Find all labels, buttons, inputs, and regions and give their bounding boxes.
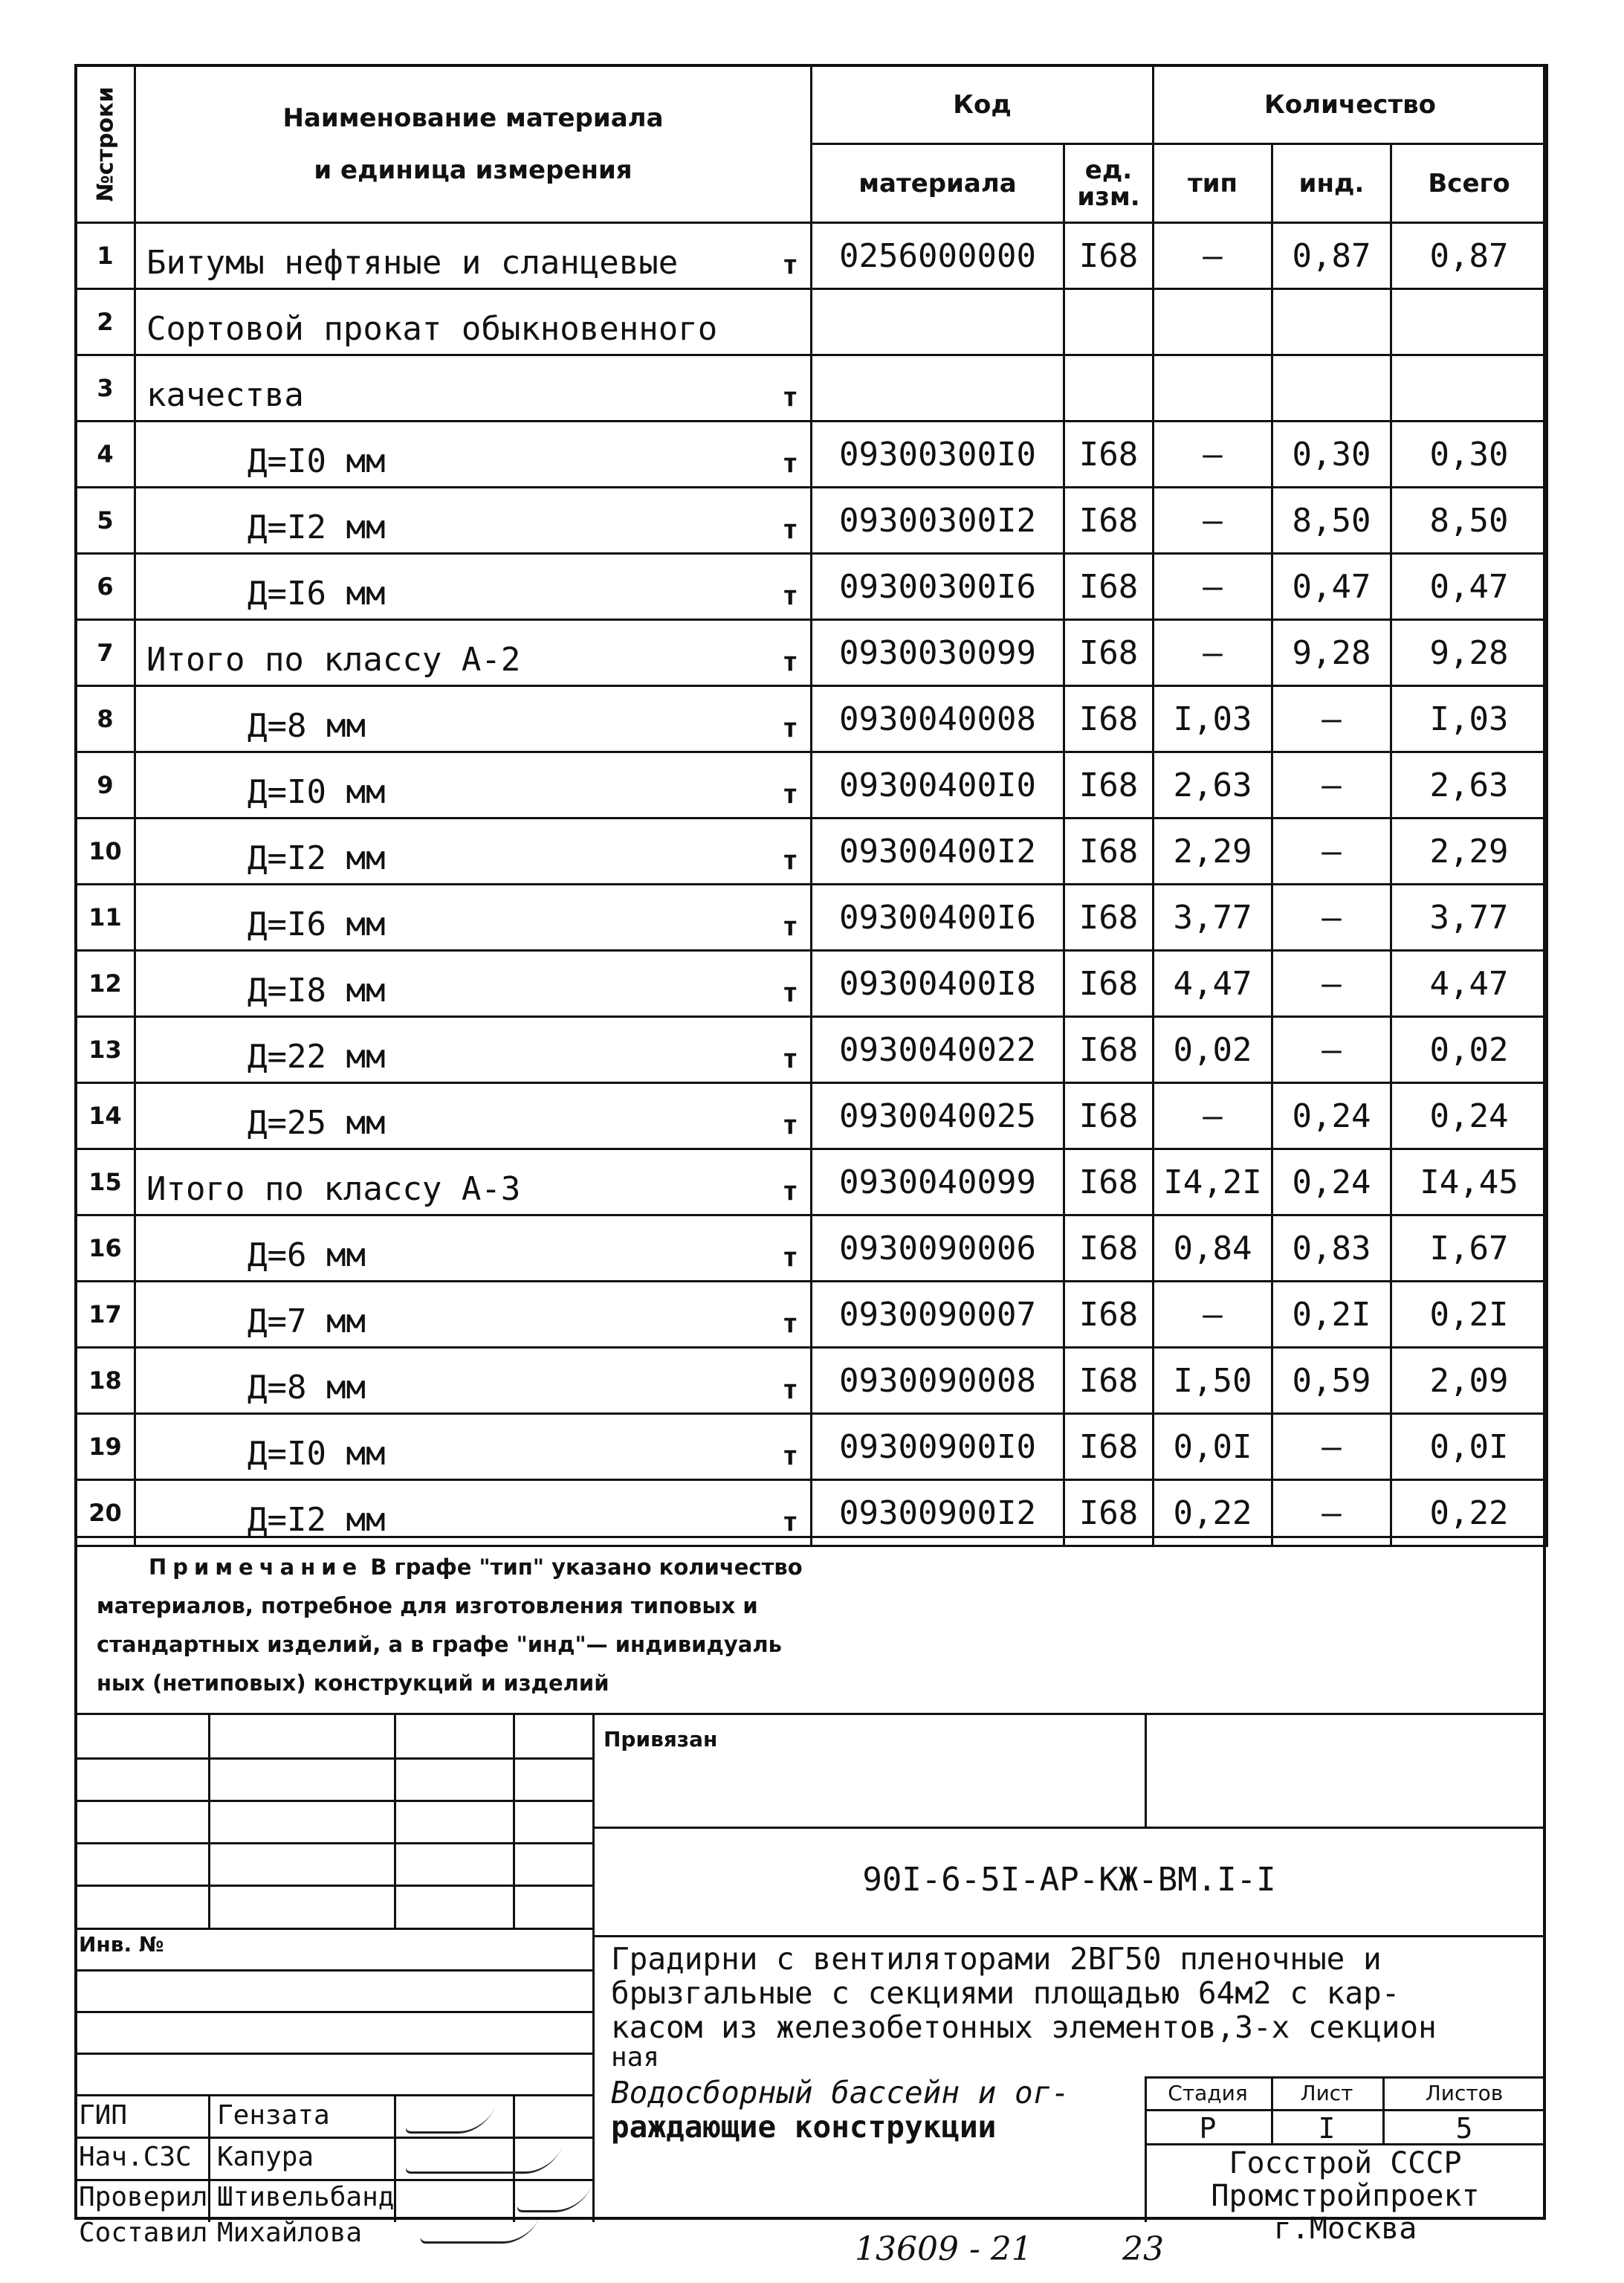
table-row bbox=[76, 818, 1547, 885]
material-name: Д=I0 мм bbox=[248, 773, 386, 811]
material-name: Итого по классу А-2 bbox=[146, 641, 521, 679]
total-quantity: 2,63 bbox=[1391, 752, 1547, 818]
total-quantity: 0,24 bbox=[1391, 1083, 1547, 1149]
project-title-line-3: касом из железобетонных элементов,3-х секцион bbox=[611, 2009, 1437, 2045]
unit-of-measure: т bbox=[782, 250, 798, 280]
individual-quantity bbox=[1272, 289, 1391, 355]
unit-of-measure: т bbox=[782, 514, 798, 545]
material-name: качества bbox=[146, 376, 304, 414]
material-name: Д=I0 мм bbox=[248, 1435, 386, 1473]
typical-quantity: – bbox=[1154, 1282, 1272, 1348]
sheets-label: Листов bbox=[1425, 2081, 1504, 2105]
unit-of-measure: т bbox=[782, 1176, 798, 1207]
typical-quantity: 2,63 bbox=[1154, 752, 1272, 818]
total-quantity: 3,77 bbox=[1391, 885, 1547, 951]
sheets-value: 5 bbox=[1455, 2112, 1473, 2145]
material-code: 09300400I2 bbox=[812, 818, 1064, 885]
material-code: 0930090008 bbox=[812, 1348, 1064, 1414]
organization-line-1: Госстрой СССР bbox=[1229, 2146, 1462, 2180]
row-number: 14 bbox=[76, 1083, 135, 1149]
unit-of-measure: т bbox=[782, 382, 798, 413]
material-name-cell bbox=[135, 1215, 812, 1282]
stage-label: Стадия bbox=[1168, 2081, 1248, 2105]
material-name-cell bbox=[135, 355, 812, 422]
row-number: 12 bbox=[76, 951, 135, 1017]
individual-quantity: 8,50 bbox=[1272, 488, 1391, 554]
material-name: Д=I2 мм bbox=[248, 508, 386, 546]
unit-of-measure: т bbox=[782, 1441, 798, 1471]
staff-name: Гензата bbox=[217, 2100, 330, 2131]
row-number: 2 bbox=[76, 289, 135, 355]
material-name-cell bbox=[135, 223, 812, 289]
material-name: Д=6 мм bbox=[248, 1236, 366, 1274]
project-title-line-2: брызгальные с секциями площадью 64м2 с кар- bbox=[611, 1975, 1400, 2011]
total-quantity: 0,30 bbox=[1391, 422, 1547, 488]
staff-name: Михайлова bbox=[217, 2218, 363, 2248]
row-number-header: №строки bbox=[76, 65, 135, 223]
material-name-cell bbox=[135, 1282, 812, 1348]
material-name-cell bbox=[135, 1017, 812, 1083]
total-quantity: 4,47 bbox=[1391, 951, 1547, 1017]
total-quantity: 0,87 bbox=[1391, 223, 1547, 289]
material-name-cell bbox=[135, 686, 812, 752]
material-name-cell bbox=[135, 1149, 812, 1215]
total-quantity: 0,2I bbox=[1391, 1282, 1547, 1348]
material-name-cell bbox=[135, 1348, 812, 1414]
materials-table bbox=[74, 64, 1548, 1547]
unit-of-measure: т bbox=[782, 779, 798, 810]
total-quantity: 0,02 bbox=[1391, 1017, 1547, 1083]
row-number: 19 bbox=[76, 1414, 135, 1480]
material-code: 0930030099 bbox=[812, 620, 1064, 686]
note-block bbox=[74, 1536, 1546, 1713]
individual-quantity bbox=[1272, 355, 1391, 422]
material-name-cell bbox=[135, 488, 812, 554]
row-number: 15 bbox=[76, 1149, 135, 1215]
staff-name: Капура bbox=[217, 2142, 314, 2172]
material-code: 09300400I8 bbox=[812, 951, 1064, 1017]
row-number: 1 bbox=[76, 223, 135, 289]
individual-quantity: – bbox=[1272, 1017, 1391, 1083]
unit-code bbox=[1064, 289, 1154, 355]
individual-quantity: 9,28 bbox=[1272, 620, 1391, 686]
total-quantity bbox=[1391, 289, 1547, 355]
material-code: 09300300I0 bbox=[812, 422, 1064, 488]
unit-code: I68 bbox=[1064, 554, 1154, 620]
material-name: Д=I6 мм bbox=[248, 575, 386, 613]
row-number: 10 bbox=[76, 818, 135, 885]
material-name: Д=I6 мм bbox=[248, 905, 386, 943]
material-name: Д=7 мм bbox=[248, 1302, 366, 1340]
total-quantity: I4,45 bbox=[1391, 1149, 1547, 1215]
unit-code: I68 bbox=[1064, 1215, 1154, 1282]
signature-mark bbox=[418, 2216, 540, 2244]
stage-value: Р bbox=[1199, 2112, 1217, 2145]
organization-line-3: г.Москва bbox=[1273, 2212, 1417, 2246]
sheet-label: Лист bbox=[1300, 2081, 1353, 2105]
material-code: 09300900I2 bbox=[812, 1480, 1064, 1546]
note-line-3: стандартных изделий, а в графе "инд"— индивидуаль bbox=[97, 1632, 782, 1657]
material-name-header: Наименование материала и единица измерения bbox=[135, 65, 812, 223]
material-code: 0930090006 bbox=[812, 1215, 1064, 1282]
material-code bbox=[812, 355, 1064, 422]
material-name: Д=8 мм bbox=[248, 1369, 366, 1407]
row-number: 16 bbox=[76, 1215, 135, 1282]
project-title-line-1: Градирни с вентиляторами 2ВГ50 пленочные и bbox=[611, 1941, 1382, 1977]
total-quantity: 2,09 bbox=[1391, 1348, 1547, 1414]
unit-of-measure: т bbox=[782, 1308, 798, 1339]
typical-quantity: 0,22 bbox=[1154, 1480, 1272, 1546]
unit-of-measure: т bbox=[782, 713, 798, 743]
total-quantity bbox=[1391, 355, 1547, 422]
unit-code: I68 bbox=[1064, 752, 1154, 818]
material-code: 09300900I0 bbox=[812, 1414, 1064, 1480]
sheet-value: I bbox=[1318, 2112, 1336, 2145]
unit-of-measure: т bbox=[782, 647, 798, 677]
staff-role: Нач.СЗС bbox=[79, 2142, 192, 2172]
unit-of-measure: т bbox=[782, 845, 798, 876]
typical-quantity bbox=[1154, 289, 1272, 355]
material-code: 0256000000 bbox=[812, 223, 1064, 289]
unit-code: I68 bbox=[1064, 1480, 1154, 1546]
unit-of-measure: т bbox=[782, 978, 798, 1008]
unit-code: I68 bbox=[1064, 885, 1154, 951]
material-name: Д=22 мм bbox=[248, 1038, 386, 1076]
material-name-cell bbox=[135, 752, 812, 818]
material-name: Д=I8 мм bbox=[248, 972, 386, 1010]
typical-quantity: 0,02 bbox=[1154, 1017, 1272, 1083]
individual-quantity: – bbox=[1272, 1414, 1391, 1480]
material-name: Д=I2 мм bbox=[248, 839, 386, 877]
individual-quantity: – bbox=[1272, 752, 1391, 818]
typical-qty-header: тип bbox=[1154, 144, 1272, 223]
total-quantity: 9,28 bbox=[1391, 620, 1547, 686]
bound-label: Привязан bbox=[604, 1727, 718, 1751]
table-row bbox=[76, 686, 1547, 752]
table-row bbox=[76, 1348, 1547, 1414]
signature-mark bbox=[404, 2106, 495, 2134]
individual-quantity: 0,47 bbox=[1272, 554, 1391, 620]
unit-code: I68 bbox=[1064, 1348, 1154, 1414]
material-name-cell bbox=[135, 554, 812, 620]
material-name: Д=8 мм bbox=[248, 707, 366, 745]
individual-quantity: – bbox=[1272, 951, 1391, 1017]
material-name-cell bbox=[135, 289, 812, 355]
table-row bbox=[76, 1215, 1547, 1282]
individual-quantity: 0,87 bbox=[1272, 223, 1391, 289]
unit-of-measure: т bbox=[782, 581, 798, 611]
table-row bbox=[76, 554, 1547, 620]
code-group-header: Код bbox=[812, 65, 1154, 144]
table-row bbox=[76, 752, 1547, 818]
typical-quantity: – bbox=[1154, 620, 1272, 686]
typical-quantity: 0,84 bbox=[1154, 1215, 1272, 1282]
note-title: Примечание bbox=[149, 1554, 363, 1580]
typical-quantity bbox=[1154, 355, 1272, 422]
sheet-title-line-1: Водосборный бассейн и ог- bbox=[611, 2075, 1070, 2111]
total-qty-header: Всего bbox=[1391, 144, 1547, 223]
material-code: 0930040022 bbox=[812, 1017, 1064, 1083]
material-name-cell bbox=[135, 885, 812, 951]
total-quantity: 2,29 bbox=[1391, 818, 1547, 885]
total-quantity: I,67 bbox=[1391, 1215, 1547, 1282]
total-quantity: 0,0I bbox=[1391, 1414, 1547, 1480]
row-number: 7 bbox=[76, 620, 135, 686]
table-row bbox=[76, 1083, 1547, 1149]
unit-of-measure: т bbox=[782, 1044, 798, 1074]
material-name: Д=I2 мм bbox=[248, 1501, 386, 1539]
unit-code: I68 bbox=[1064, 951, 1154, 1017]
unit-of-measure: т bbox=[782, 1242, 798, 1273]
staff-role: ГИП bbox=[79, 2100, 128, 2131]
typical-quantity: 4,47 bbox=[1154, 951, 1272, 1017]
individual-quantity: – bbox=[1272, 686, 1391, 752]
quantity-group-header: Количество bbox=[1154, 65, 1547, 144]
material-name: Итого по классу А-3 bbox=[146, 1170, 521, 1208]
row-number: 4 bbox=[76, 422, 135, 488]
unit-of-measure: т bbox=[782, 911, 798, 942]
unit-of-measure: т bbox=[782, 1110, 798, 1140]
project-title-line-4: ная bbox=[611, 2042, 660, 2073]
typical-quantity: – bbox=[1154, 1083, 1272, 1149]
unit-code: I68 bbox=[1064, 1282, 1154, 1348]
material-code: 0930040008 bbox=[812, 686, 1064, 752]
signature-mark bbox=[515, 2185, 592, 2212]
unit-code: I68 bbox=[1064, 1414, 1154, 1480]
material-code: 09300400I6 bbox=[812, 885, 1064, 951]
row-number: 17 bbox=[76, 1282, 135, 1348]
table-row bbox=[76, 1282, 1547, 1348]
typical-quantity: 0,0I bbox=[1154, 1414, 1272, 1480]
note-line-2: материалов, потребное для изготовления типовых и bbox=[97, 1593, 758, 1618]
individual-quantity: – bbox=[1272, 818, 1391, 885]
material-name: Д=I0 мм bbox=[248, 442, 386, 480]
row-number: 18 bbox=[76, 1348, 135, 1414]
individual-quantity: 0,59 bbox=[1272, 1348, 1391, 1414]
individual-quantity: 0,83 bbox=[1272, 1215, 1391, 1282]
individual-quantity: 0,2I bbox=[1272, 1282, 1391, 1348]
table-row bbox=[76, 355, 1547, 422]
material-code: 0930040099 bbox=[812, 1149, 1064, 1215]
row-number: 20 bbox=[76, 1480, 135, 1546]
unit-code: I68 bbox=[1064, 818, 1154, 885]
row-number: 9 bbox=[76, 752, 135, 818]
typical-quantity: I,03 bbox=[1154, 686, 1272, 752]
typical-quantity: 2,29 bbox=[1154, 818, 1272, 885]
album-number: 13609 - 21 bbox=[855, 2230, 1032, 2268]
material-name: Битумы нефтяные и сланцевые bbox=[146, 244, 679, 282]
material-name: Сортовой прокат обыкновенного bbox=[146, 310, 718, 348]
typical-quantity: – bbox=[1154, 554, 1272, 620]
material-code: 0930090007 bbox=[812, 1282, 1064, 1348]
unit-of-measure: т bbox=[782, 1375, 798, 1405]
material-name-cell bbox=[135, 818, 812, 885]
signature-mark bbox=[404, 2146, 562, 2174]
table-row bbox=[76, 1414, 1547, 1480]
material-name-cell bbox=[135, 1414, 812, 1480]
material-code: 09300300I6 bbox=[812, 554, 1064, 620]
document-frame bbox=[74, 64, 1546, 2248]
row-number: 11 bbox=[76, 885, 135, 951]
note-line-4: ных (нетиповых) конструкций и изделий bbox=[97, 1670, 609, 1696]
table-row bbox=[76, 885, 1547, 951]
unit-code bbox=[1064, 355, 1154, 422]
row-number: 8 bbox=[76, 686, 135, 752]
material-code: 09300300I2 bbox=[812, 488, 1064, 554]
staff-role: Составил bbox=[79, 2218, 208, 2248]
material-name-cell bbox=[135, 620, 812, 686]
note-line-1: В графе "тип" указано количество bbox=[370, 1554, 803, 1580]
typical-quantity: – bbox=[1154, 422, 1272, 488]
total-quantity: 0,22 bbox=[1391, 1480, 1547, 1546]
unit-code: I68 bbox=[1064, 488, 1154, 554]
individual-quantity: 0,24 bbox=[1272, 1083, 1391, 1149]
unit-code: I68 bbox=[1064, 223, 1154, 289]
inventory-number-label: Инв. № bbox=[79, 1932, 164, 1957]
staff-role: Проверил bbox=[79, 2182, 208, 2212]
table-row bbox=[76, 289, 1547, 355]
material-name-cell bbox=[135, 1083, 812, 1149]
sheet-title-line-2: раждающие конструкции bbox=[611, 2109, 997, 2145]
individual-quantity: – bbox=[1272, 885, 1391, 951]
individual-quantity: 0,24 bbox=[1272, 1149, 1391, 1215]
row-number: 6 bbox=[76, 554, 135, 620]
material-code: 0930040025 bbox=[812, 1083, 1064, 1149]
material-name-cell bbox=[135, 951, 812, 1017]
staff-name: Штивельбанд bbox=[217, 2182, 395, 2212]
title-block bbox=[74, 1713, 1546, 2248]
unit-code: I68 bbox=[1064, 422, 1154, 488]
row-number: 13 bbox=[76, 1017, 135, 1083]
row-number: 5 bbox=[76, 488, 135, 554]
individual-quantity: – bbox=[1272, 1480, 1391, 1546]
table-row bbox=[76, 422, 1547, 488]
material-code-header: материала bbox=[812, 144, 1064, 223]
unit-code: I68 bbox=[1064, 620, 1154, 686]
table-row bbox=[76, 488, 1547, 554]
total-quantity: 8,50 bbox=[1391, 488, 1547, 554]
table-row bbox=[76, 620, 1547, 686]
individual-qty-header: инд. bbox=[1272, 144, 1391, 223]
material-code: 09300400I0 bbox=[812, 752, 1064, 818]
typical-quantity: – bbox=[1154, 223, 1272, 289]
unit-of-measure: т bbox=[782, 1507, 798, 1537]
material-name-cell bbox=[135, 422, 812, 488]
row-number: 3 bbox=[76, 355, 135, 422]
unit-code: I68 bbox=[1064, 686, 1154, 752]
total-quantity: 0,47 bbox=[1391, 554, 1547, 620]
unit-code-header: ед. изм. bbox=[1064, 144, 1154, 223]
unit-of-measure: т bbox=[782, 448, 798, 479]
material-code bbox=[812, 289, 1064, 355]
table-row bbox=[76, 1017, 1547, 1083]
typical-quantity: 3,77 bbox=[1154, 885, 1272, 951]
document-code: 90I-6-5I-АР-КЖ-ВМ.I-I bbox=[862, 1861, 1276, 1899]
page-number: 23 bbox=[1122, 2230, 1164, 2268]
table-row bbox=[76, 223, 1547, 289]
table-row bbox=[76, 951, 1547, 1017]
typical-quantity: I,50 bbox=[1154, 1348, 1272, 1414]
unit-code: I68 bbox=[1064, 1149, 1154, 1215]
unit-code: I68 bbox=[1064, 1017, 1154, 1083]
total-quantity: I,03 bbox=[1391, 686, 1547, 752]
organization-line-2: Промстройпроект bbox=[1211, 2179, 1480, 2213]
table-row bbox=[76, 1149, 1547, 1215]
individual-quantity: 0,30 bbox=[1272, 422, 1391, 488]
material-name: Д=25 мм bbox=[248, 1104, 386, 1142]
unit-code: I68 bbox=[1064, 1083, 1154, 1149]
typical-quantity: – bbox=[1154, 488, 1272, 554]
typical-quantity: I4,2I bbox=[1154, 1149, 1272, 1215]
